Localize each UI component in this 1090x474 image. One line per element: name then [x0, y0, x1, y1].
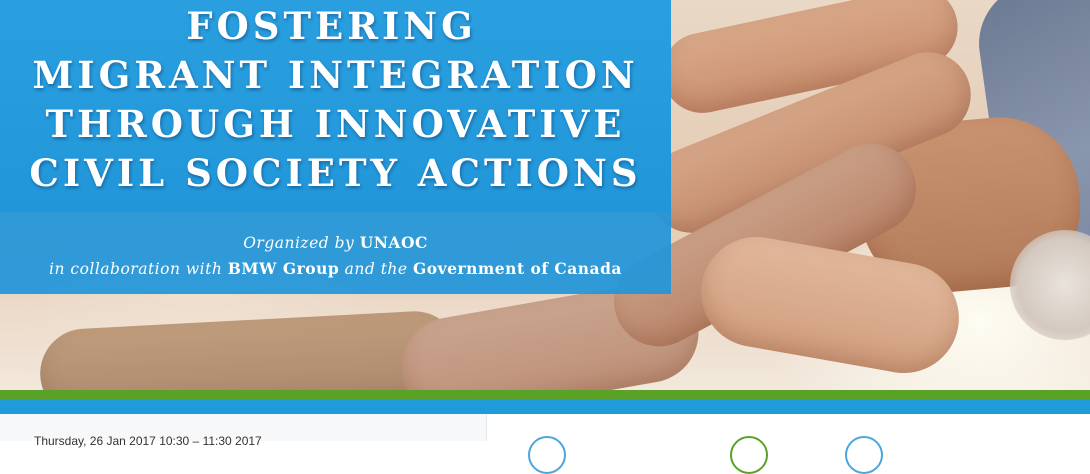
event-details-strip — [0, 414, 1090, 448]
title-line: CIVIL SOCIETY ACTIONS — [29, 151, 642, 195]
title-line: MIGRANT INTEGRATION — [32, 53, 639, 97]
organized-by-line — [0, 230, 671, 256]
event-date-text: Thursday, 26 Jan 2017 10:30 – 11:30 2017 — [34, 434, 262, 448]
blue-divider — [0, 400, 1090, 414]
green-divider — [0, 390, 1090, 400]
title-line: FOSTERING — [186, 4, 477, 48]
collab-and: and the — [344, 260, 408, 278]
partner-name: BMW Group — [227, 259, 340, 278]
collab-prefix: in collaboration with — [49, 260, 223, 278]
title-line: THROUGH INNOVATIVE — [45, 102, 626, 146]
hand-image-detail — [38, 309, 462, 390]
title-panel — [0, 0, 671, 212]
organizer-name: UNAOC — [359, 233, 428, 252]
partner-logo-icon — [528, 436, 566, 474]
organized-by-prefix: Organized by — [243, 234, 355, 252]
event-date-panel — [0, 414, 487, 448]
partner-logo-icon — [730, 436, 768, 474]
partner-logo-icon — [845, 436, 883, 474]
organizer-panel — [0, 212, 671, 294]
partner-name: Government of Canada — [413, 259, 622, 278]
collaboration-line — [0, 256, 671, 282]
